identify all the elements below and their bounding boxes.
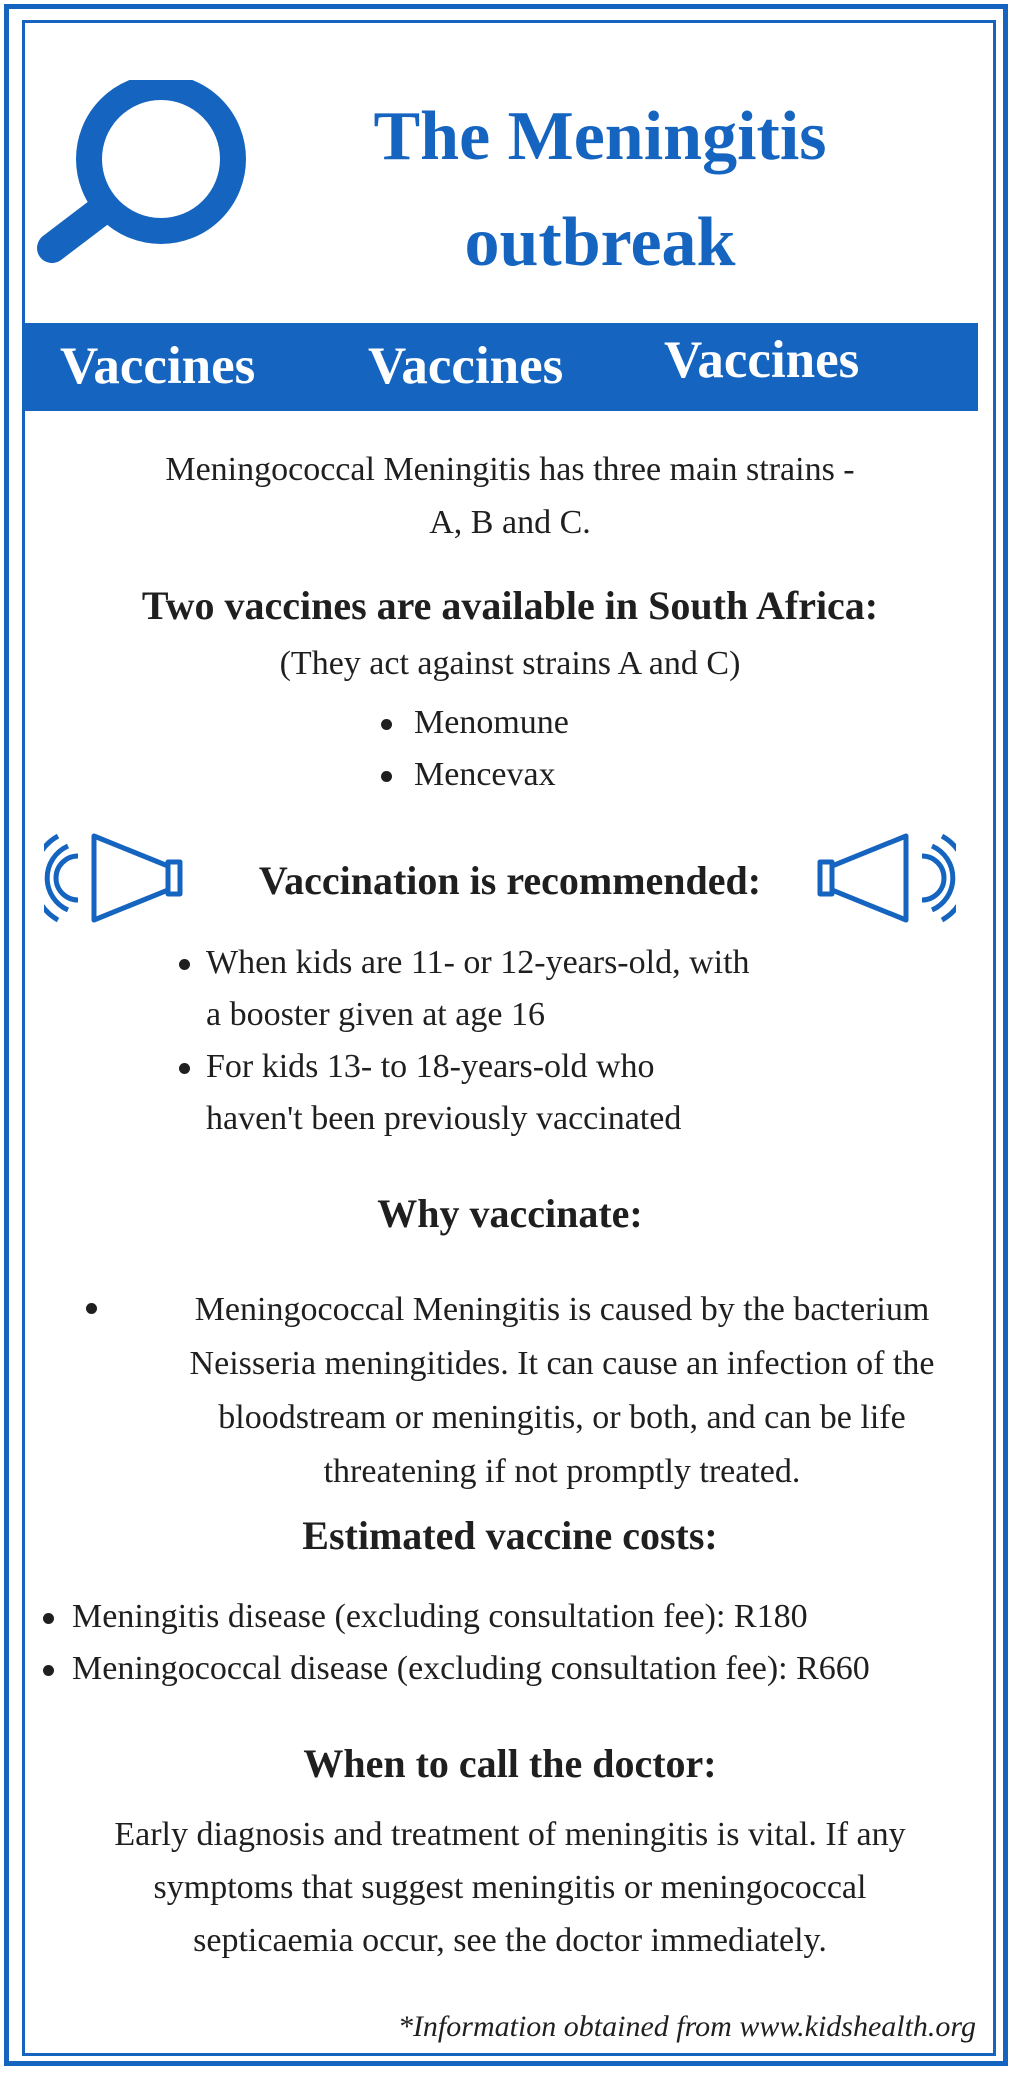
- bullet-icon: [43, 1665, 54, 1676]
- vaccines-banner: [22, 323, 978, 411]
- costs-list: [72, 1591, 870, 1695]
- list-item: When kids are 11- or 12-years-old, with a booster given at age 16: [206, 937, 750, 1041]
- banner-label: Vaccines: [368, 337, 564, 395]
- bullet-icon: [381, 771, 392, 782]
- bullet-icon: [179, 1063, 190, 1074]
- costs-heading: Estimated vaccine costs:: [302, 1513, 718, 1558]
- bullet-icon: [179, 959, 190, 970]
- list-item: Meningitis disease (excluding consultation fee): R180: [72, 1591, 870, 1643]
- list-item: Menomune: [414, 697, 569, 749]
- recommended-heading: Vaccination is recommended:: [258, 858, 762, 903]
- vaccine-list: [414, 697, 569, 801]
- magnifying-glass-icon: [36, 80, 296, 270]
- banner-label: Vaccines: [664, 331, 860, 389]
- recommended-list: [206, 937, 750, 1145]
- title-line-2: outbreak: [464, 204, 736, 281]
- bullet-icon: [381, 719, 392, 730]
- doctor-paragraph: Early diagnosis and treatment of meningitis is vital. If any symptoms that suggest meningitis or meningococcal septicaemia occur, see the doctor immediately.: [114, 1816, 906, 1959]
- list-item: Meningococcal disease (excluding consultation fee): R660: [72, 1643, 870, 1695]
- bullet-icon: [86, 1303, 97, 1314]
- bullet-icon: [43, 1613, 54, 1624]
- intro-line-1: Meningococcal Meningitis has three main strains -: [165, 451, 855, 488]
- list-item: For kids 13- to 18-years-old who haven't been previously vaccinated: [206, 1041, 750, 1145]
- title-line-1: The Meningitis: [373, 98, 827, 175]
- banner-label: Vaccines: [60, 337, 256, 395]
- source-footnote: *Information obtained from www.kidshealth.org: [397, 2010, 976, 2043]
- why-heading: Why vaccinate:: [377, 1191, 643, 1236]
- available-note: (They act against strains A and C): [279, 645, 741, 682]
- intro-line-2: A, B and C.: [429, 504, 591, 541]
- why-paragraph: Meningococcal Meningitis is caused by the bacterium Neisseria meningitides. It can cause an infection of the bloodstream or meningitis, or both, and can be life threatening if not promptly treated.: [189, 1291, 935, 1490]
- doctor-heading: When to call the doctor:: [303, 1741, 717, 1786]
- available-heading: Two vaccines are available in South Africa:: [141, 583, 879, 628]
- page-title: [330, 84, 870, 296]
- list-item: Mencevax: [414, 749, 569, 801]
